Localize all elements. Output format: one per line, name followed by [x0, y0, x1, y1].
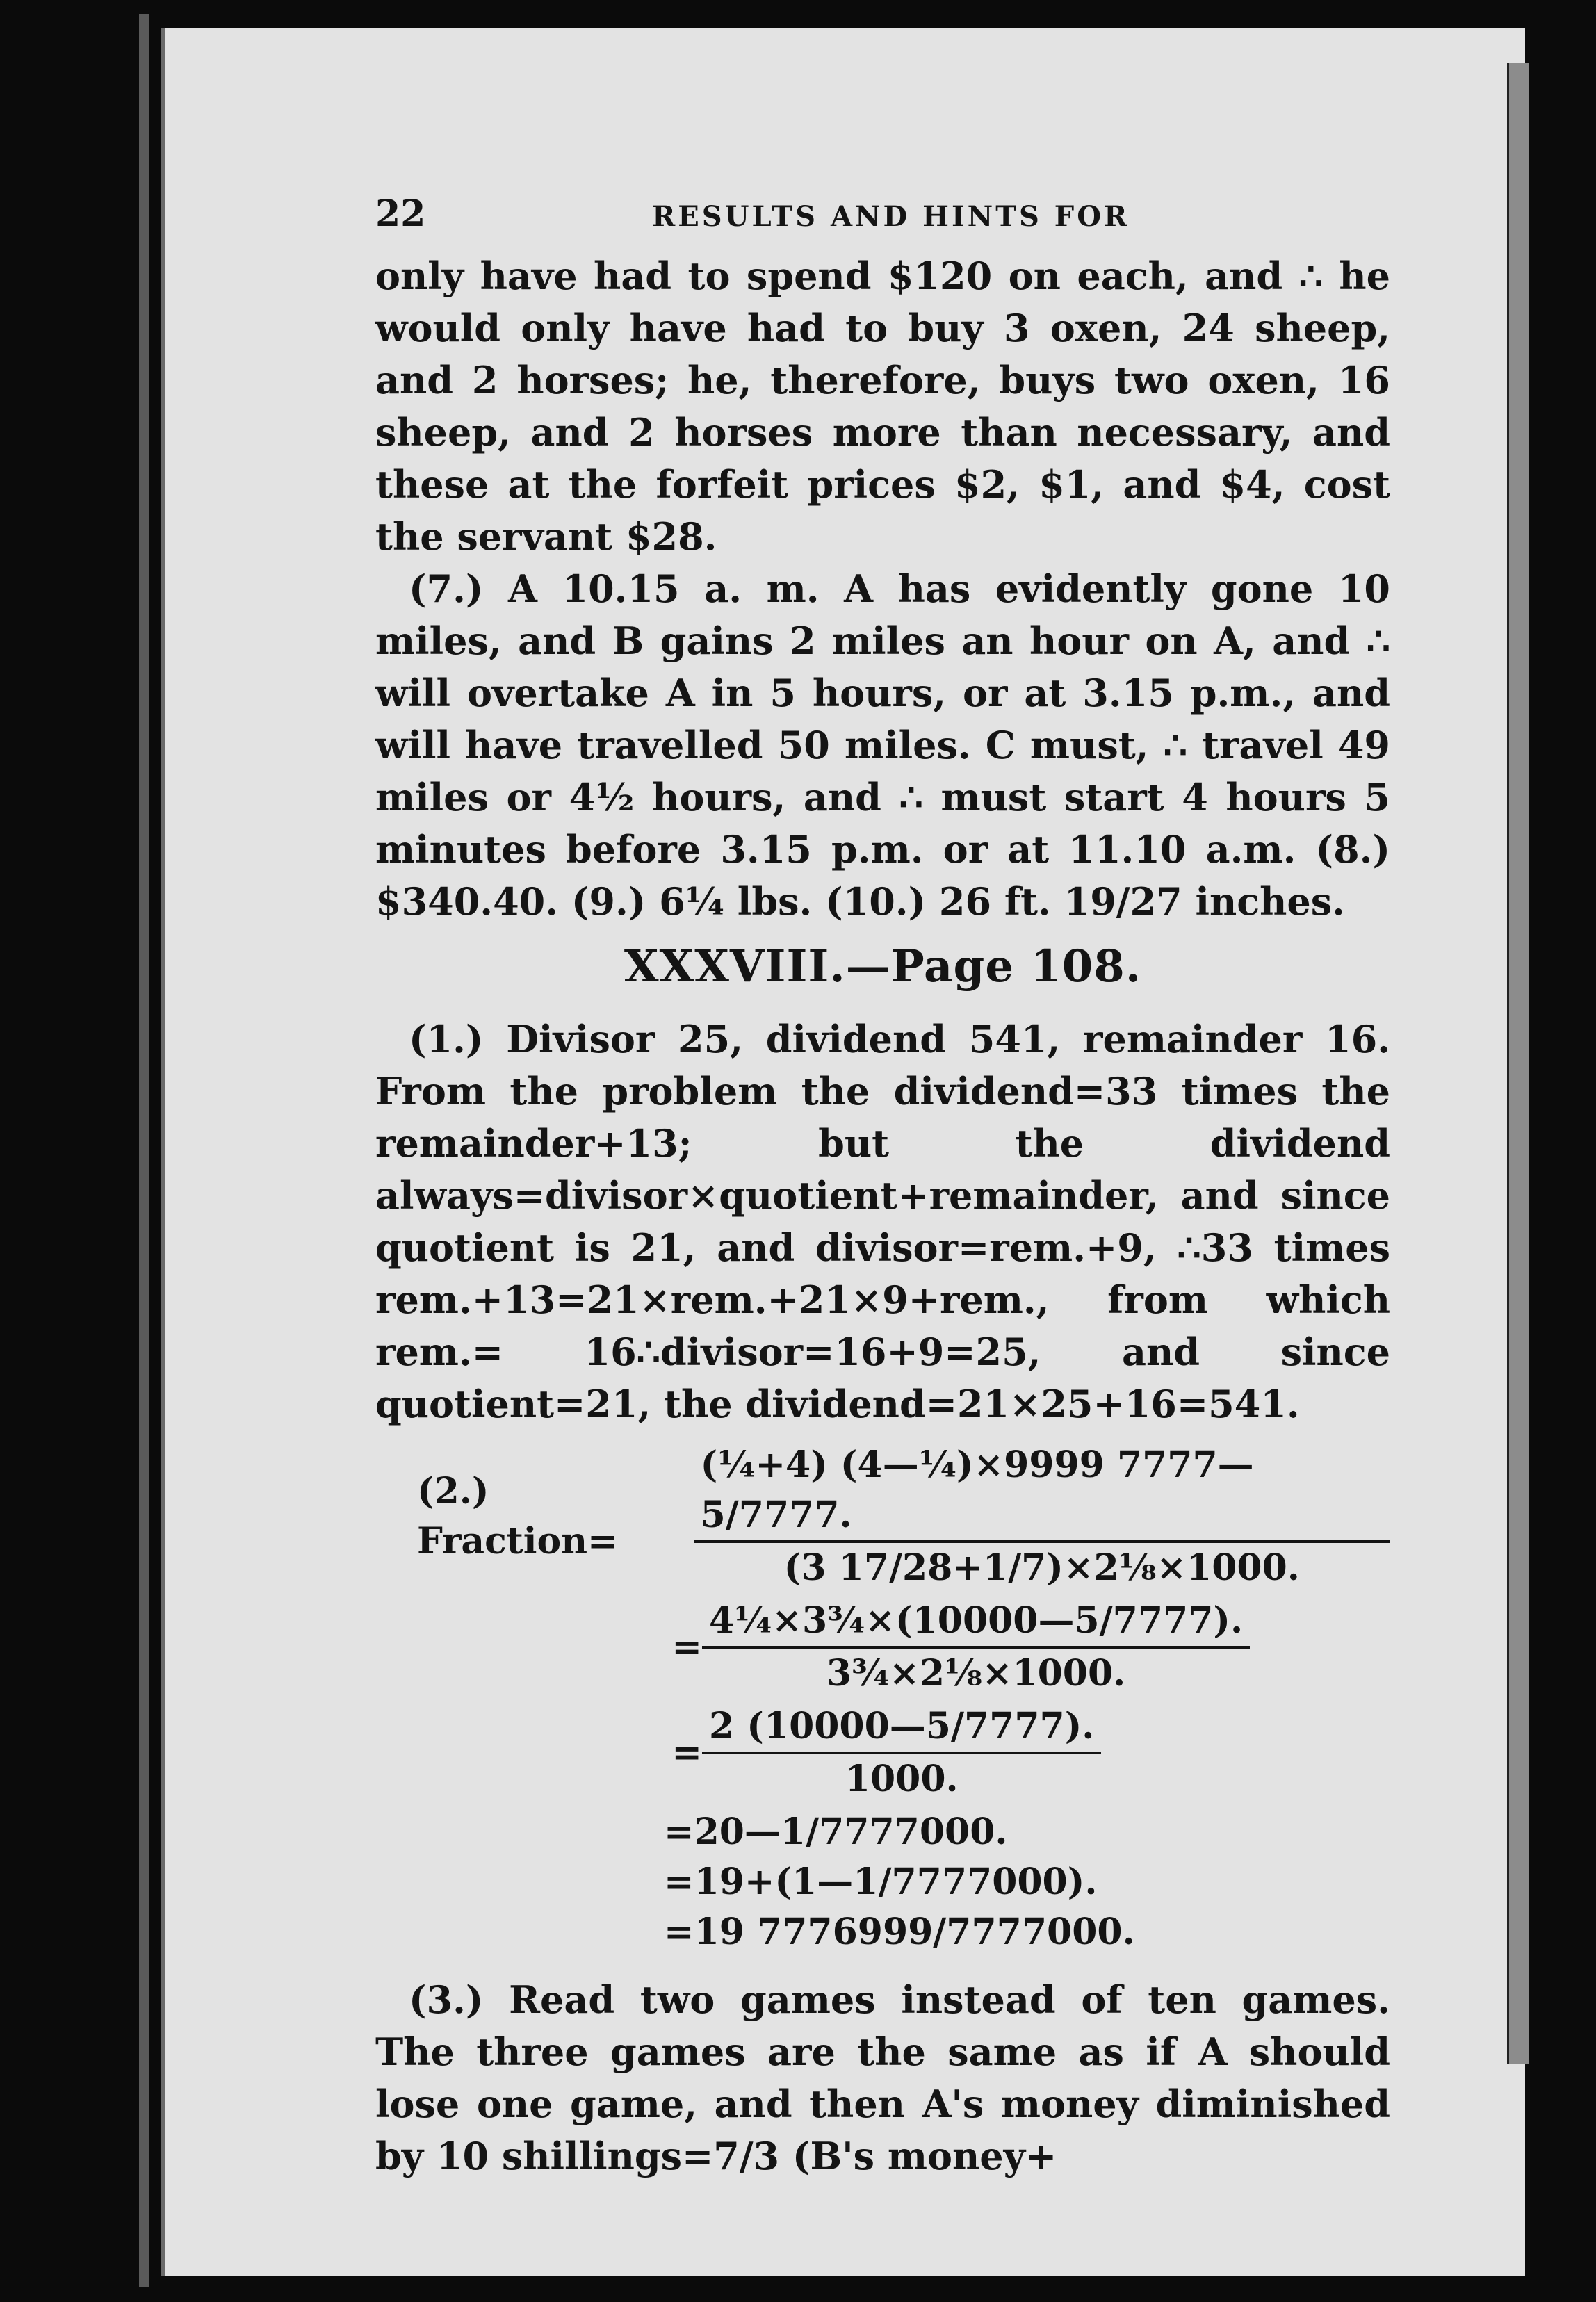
running-title: RESULTS AND HINTS FOR — [652, 200, 1130, 233]
fraction-1 — [694, 1440, 1390, 1593]
fraction-3-denominator: 1000. — [845, 1758, 959, 1800]
fraction-step-3 — [375, 1701, 1390, 1804]
fraction-2 — [702, 1596, 1250, 1699]
fraction-label: (2.) Fraction= — [417, 1470, 618, 1562]
fraction-derivation — [375, 1440, 1390, 1957]
fraction-1-denominator: (3 17/28+1/7)×2⅛×1000. — [783, 1546, 1300, 1589]
section-heading: XXXVIII.—Page 108. — [624, 940, 1142, 993]
fraction-step-1 — [375, 1440, 1390, 1593]
binding-edge — [139, 14, 149, 2287]
paragraph-problem-1: (1.) Divisor 25, dividend 541, remainder 16. From the problem the dividend=33 times the remainder+13; but the dividend always=divisor×quotient+remainder, and since quotient is 21, and divisor=rem.+9, ∴33 times rem.+13=21×rem.+21×9+rem., from which rem.= 16∴divisor=16+9=25, and since quotient=21, the dividend=21×25+16=541. — [375, 1017, 1390, 1426]
fraction-step-4: =20—1/7777000. — [664, 1811, 1008, 1853]
paragraph-problem-3: (3.) Read two games instead of ten games. The three games are the same as if A should lose one game, and then A's money diminished by 10 shillings=7/3 (B's money+ — [375, 1977, 1390, 2178]
equals-sign: = — [671, 1626, 702, 1668]
running-header — [375, 188, 1390, 250]
fraction-2-denominator: 3¾×2⅛×1000. — [826, 1652, 1126, 1695]
page-fold-edge — [1507, 63, 1529, 2064]
page-number: 22 — [375, 193, 426, 235]
fraction-step-6: =19 7776999/7777000. — [664, 1911, 1135, 1953]
fraction-2-numerator: 4¼×3¾×(10000—5/7777). — [702, 1596, 1250, 1649]
fraction-step-2 — [375, 1596, 1390, 1699]
paragraph-problem-7: (7.) A 10.15 a. m. A has evidently gone 10 miles, and B gains 2 miles an hour on A, and ∴ will overtake A in 5 hours, or at 3.15 p.m., and will have travelled 50 miles. C must, ∴ travel 49 miles or 4½ hours, and ∴ must start 4 hours 5 minutes before 3.15 p.m. or at 11.10 a.m. (8.) $340.40. (9.) 6¼ lbs. (10.) 26 ft. 19/27 inches. — [375, 566, 1390, 924]
fraction-step-5: =19+(1—1/7777000). — [664, 1861, 1098, 1903]
fraction-3 — [702, 1701, 1101, 1804]
fraction-3-numerator: 2 (10000—5/7777). — [702, 1701, 1101, 1754]
equals-sign: = — [671, 1731, 702, 1774]
page-content — [375, 188, 1390, 2182]
paragraph-continued: only have had to spend $120 on each, and ∴ he would only have had to buy 3 oxen, 24 sheep, and 2 horses; he, therefore, buys two oxen, 16 sheep, and 2 horses more than necessary, and these at the forfeit prices $2, $1, and $4, cost the servant $28. — [375, 254, 1390, 559]
fraction-1-numerator: (¼+4) (4—¼)×9999 7777—5/7777. — [694, 1440, 1390, 1543]
